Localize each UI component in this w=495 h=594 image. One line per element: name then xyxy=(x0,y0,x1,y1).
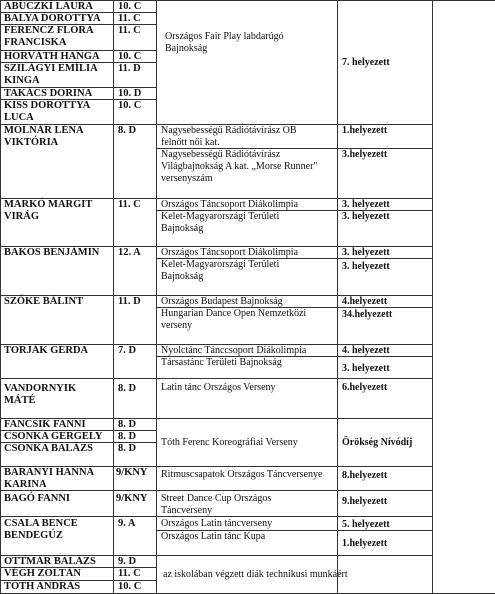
student-name: TORJÁK GERDA xyxy=(4,345,89,356)
result-label: 8.helyezett xyxy=(342,470,388,481)
event-name: Nyolctánc Tánccsoport Diákolimpia xyxy=(161,345,307,356)
student-name: FANCSIK FANNI xyxy=(4,419,86,430)
student-name: MARKÓ MARGIT xyxy=(4,199,93,210)
class-label: 12. A xyxy=(118,247,141,258)
result-label: 1.helyezett xyxy=(342,538,388,549)
event-name: Latin tánc Országos Verseny xyxy=(161,382,276,393)
result-label: 7. helyezett xyxy=(342,57,390,68)
event-name: Társastánc Területi Bajnokság xyxy=(161,357,282,368)
student-name: BARANYI HANNA xyxy=(4,467,95,478)
class-label: 10. D xyxy=(118,88,142,99)
event-name: Országos Táncsoport Diákolimpia xyxy=(161,247,299,258)
result-label: 3. helyezett xyxy=(342,211,390,222)
class-label: 10. C xyxy=(118,1,142,12)
student-name: SZILÁGYI EMÍLIA xyxy=(4,63,98,74)
class-label: 8. D xyxy=(118,443,137,454)
student-name: KARINA xyxy=(4,479,47,490)
result-label: 3.helyezett xyxy=(342,149,388,160)
class-label: 9/KNY xyxy=(116,493,148,504)
event-name: Világbajnokság A kat. „Morse Runner" xyxy=(161,161,318,172)
col-divider-1 xyxy=(113,0,114,594)
result-label: Örökség Nívódíj xyxy=(342,437,413,448)
event-name: Országos Táncsoport Diákolimpia xyxy=(161,199,299,210)
student-name: VIKTÓRIA xyxy=(4,137,59,148)
result-label: 6.helyezett xyxy=(342,382,388,393)
result-label: 3. helyezett xyxy=(342,261,390,272)
student-name: BAGÓ FANNI xyxy=(4,493,71,504)
student-name: BAKOS BENJÁMIN xyxy=(4,247,100,258)
student-name: VÉGH ZOLTÁN xyxy=(4,568,81,579)
event-name: verseny xyxy=(161,320,193,331)
event-name: Kelet-Magyarországi Területi xyxy=(161,211,280,222)
result-label: 34.helyezett xyxy=(342,309,393,320)
class-label: 8. D xyxy=(118,431,137,442)
table-border-left xyxy=(0,0,1,594)
student-name: KINGA xyxy=(4,75,40,86)
result-label: 3. helyezett xyxy=(342,199,390,210)
student-name: BENDEGÚZ xyxy=(4,530,63,541)
event-name: Street Dance Cup Országos xyxy=(161,493,272,504)
class-label: 9. D xyxy=(118,556,137,567)
class-label: 11. C xyxy=(118,199,141,210)
class-label: 11. C xyxy=(118,13,141,24)
row-line xyxy=(0,516,432,517)
class-label: 10. C xyxy=(118,51,142,62)
class-label: 11. C xyxy=(118,568,141,579)
student-name: VIRÁG xyxy=(4,211,40,222)
student-name: LUCA xyxy=(4,112,34,123)
student-name: HORVÁTH HANGA xyxy=(4,51,100,62)
student-name: FERENCZ FLÓRA xyxy=(4,25,94,36)
student-name: SZŐKE BÁLINT xyxy=(4,296,84,307)
student-name: MÁTÉ xyxy=(4,395,36,406)
row-line xyxy=(0,490,432,491)
class-label: 7. D xyxy=(118,345,137,356)
event-name: felnőtt női kat. xyxy=(161,137,220,148)
event-name: Táncverseny xyxy=(161,505,213,516)
student-name: VANDORNYIK xyxy=(4,383,77,394)
event-name: Hungarian Dance Open Nemzetközi xyxy=(161,308,307,319)
result-label: 3. helyezett xyxy=(342,247,390,258)
event-name: Országos Budapest Bajnokság xyxy=(161,296,283,307)
class-label: 9. A xyxy=(118,518,136,529)
class-label: 11. D xyxy=(118,296,141,307)
student-name: TÓTH ANDRÁS xyxy=(4,581,81,592)
event-name: Bajnokság xyxy=(161,271,204,282)
student-name: CSONKA GERGELY xyxy=(4,431,103,442)
student-name: OTTMÁR BALÁZS xyxy=(4,556,96,567)
event-name: versenyszám xyxy=(161,173,213,184)
result-label: 4. helyezett xyxy=(342,345,390,356)
class-label: 11. D xyxy=(118,63,141,74)
result-label: 9.helyezett xyxy=(342,496,388,507)
result-label: 5. helyezett xyxy=(342,519,390,530)
student-name: MOLNÁR LÉNA xyxy=(4,125,84,136)
event-name: Országos Latin táncverseny xyxy=(161,518,273,529)
student-name: BALYA DOROTTYA xyxy=(4,13,101,24)
event-name: Országos Fair Play labdarúgó xyxy=(165,31,284,42)
student-name: KISS DOROTTYA xyxy=(4,100,91,111)
class-label: 8. D xyxy=(118,419,137,430)
student-name: ABUCZKI LAURA xyxy=(4,1,93,12)
event-name: Bajnokság xyxy=(165,43,208,54)
result-label: 4.helyezett xyxy=(342,296,388,307)
col-divider-2 xyxy=(156,0,157,594)
class-label: 8. D xyxy=(118,383,137,394)
event-name: Kelet-Magyarországi Területi xyxy=(161,259,280,270)
event-name: Bajnokság xyxy=(161,223,204,234)
event-name: az iskolában végzett diák technikusi munkáért xyxy=(163,569,348,580)
event-name: Nagysebességű Rádiótávírász OB xyxy=(161,125,297,136)
event-name: Tóth Ferenc Koreográfiai Verseny xyxy=(161,437,298,448)
result-label: 3. helyezett xyxy=(342,363,390,374)
class-label: 10. C xyxy=(118,581,142,592)
student-name: TAKÁCS DORINA xyxy=(4,88,93,99)
class-label: 10. C xyxy=(118,100,142,111)
event-name: Ritmuscsapatok Országos Táncversenye xyxy=(161,469,323,480)
class-label: 9/KNY xyxy=(116,467,148,478)
class-label: 11. C xyxy=(118,25,141,36)
col-divider-4 xyxy=(432,0,433,594)
event-name: Nagysebességű Rádiótávírász xyxy=(161,149,281,160)
student-name: FRANCISKA xyxy=(4,37,67,48)
event-name: Országos Latin tánc Kupa xyxy=(161,531,266,542)
result-label: 1.helyezett xyxy=(342,125,388,136)
class-label: 8. D xyxy=(118,125,137,136)
row-line xyxy=(0,378,432,379)
student-name: CSALA BENCE xyxy=(4,518,78,529)
col-divider-3 xyxy=(337,0,338,594)
student-name: CSONKA BALÁZS xyxy=(4,443,93,454)
